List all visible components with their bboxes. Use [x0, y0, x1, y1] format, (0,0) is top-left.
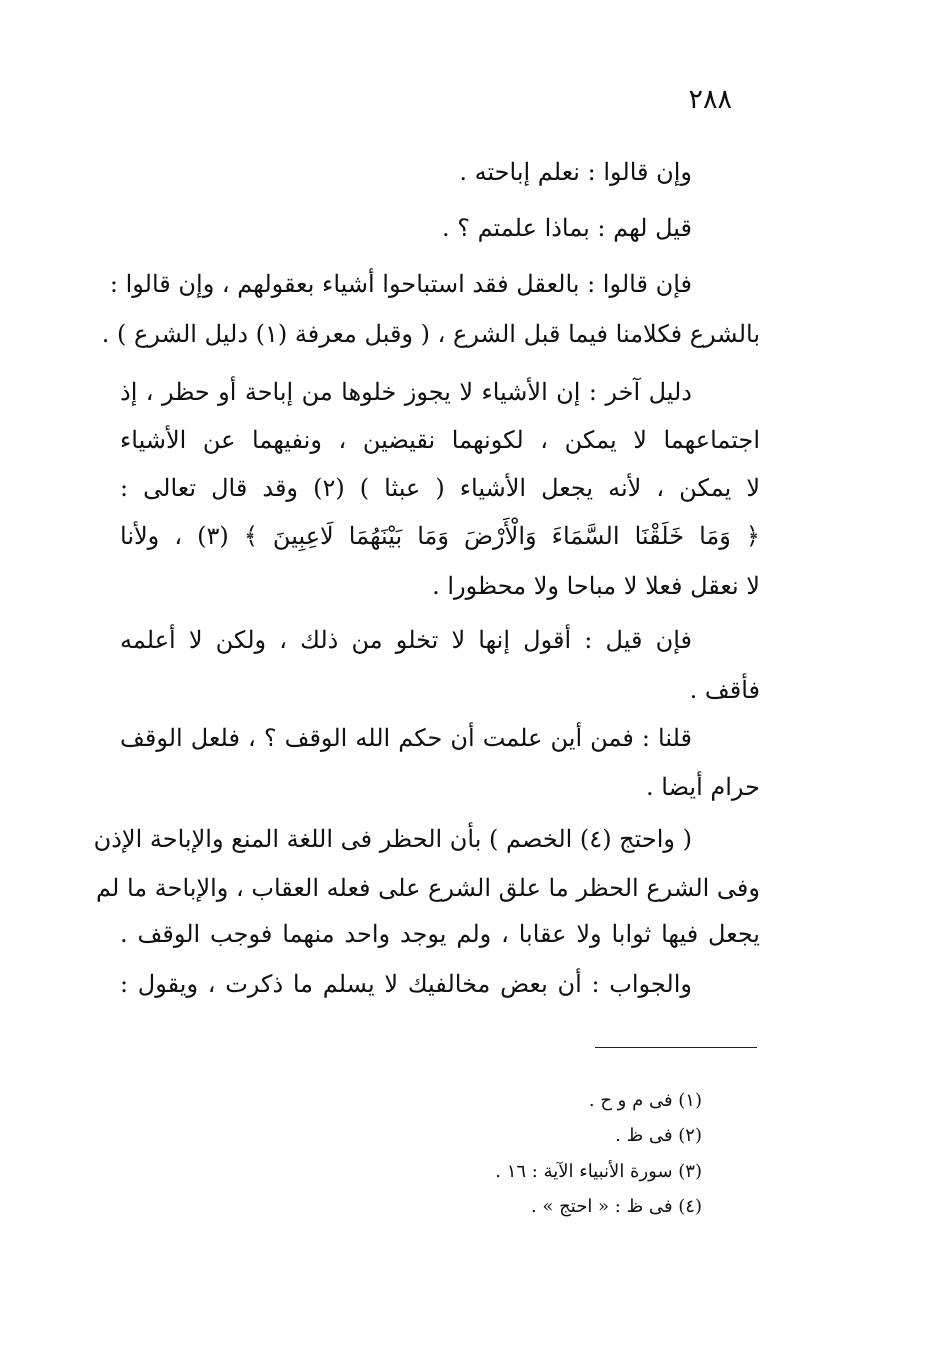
text-line-15: وفى الشرع الحظر ما علق الشرع على فعله العقاب ، والإباحة ما لم: [96, 874, 760, 902]
footnote-2: (٢) فى ظ .: [615, 1125, 702, 1146]
text-line-10: فإن قيل : أقول إنها لا تخلو من ذلك ، ولكن لا أعلمه: [120, 626, 692, 654]
footnote-3: (٣) سورة الأنبياء الآية : ١٦ .: [495, 1161, 702, 1182]
footnote-1: (١) فى م و ح .: [588, 1090, 702, 1111]
text-line-8: ﴿ وَمَا خَلَقْنَا السَّمَاءَ وَالْأَرْضَ وَمَا بَيْنَهُمَا لَاعِبِينَ ﴾ (٣) ، ولأنا: [120, 522, 760, 550]
text-line-12: قلنا : فمن أين علمت أن حكم الله الوقف ؟ ، فلعل الوقف: [120, 724, 692, 752]
text-line-17: والجواب : أن بعض مخالفيك لا يسلم ما ذكرت ، ويقول :: [120, 970, 692, 998]
text-line-9: لا نعقل فعلا لا مباحا ولا محظورا .: [432, 572, 760, 600]
text-line-6: اجتماعهما لا يمكن ، لكونهما نقيضين ، ونفيهما عن الأشياء: [120, 426, 761, 454]
text-line-3: فإن قالوا : بالعقل فقد استباحوا أشياء بعقولهم ، وإن قالوا :: [109, 270, 692, 298]
text-line-2: قيل لهم : بماذا علمتم ؟ .: [441, 214, 692, 242]
footnote-separator: [595, 1047, 757, 1048]
text-line-5: دليل آخر : إن الأشياء لا يجوز خلوها من إباحة أو حظر ، إذ: [120, 378, 692, 406]
text-line-4: بالشرع فكلامنا فيما قبل الشرع ، ( وقبل معرفة (١) دليل الشرع ) .: [101, 320, 760, 348]
text-line-14: ( واحتج (٤) الخصم ) بأن الحظر فى اللغة المنع والإباحة الإذن: [93, 825, 692, 853]
footnote-4: (٤) فى ظ : « احتج » .: [530, 1196, 702, 1217]
page-number: ٢٨٨: [688, 84, 732, 115]
text-line-1: وإن قالوا : نعلم إباحته .: [459, 158, 692, 186]
text-line-7: لا يمكن ، لأنه يجعل الأشياء ( عبثا ) (٢) وقد قال تعالى :: [120, 474, 761, 502]
text-line-11: فأقف .: [689, 676, 760, 704]
text-line-13: حرام أيضا .: [646, 773, 760, 801]
text-line-16: يجعل فيها ثوابا ولا عقابا ، ولم يوجد واحد منهما فوجب الوقف .: [120, 920, 760, 948]
